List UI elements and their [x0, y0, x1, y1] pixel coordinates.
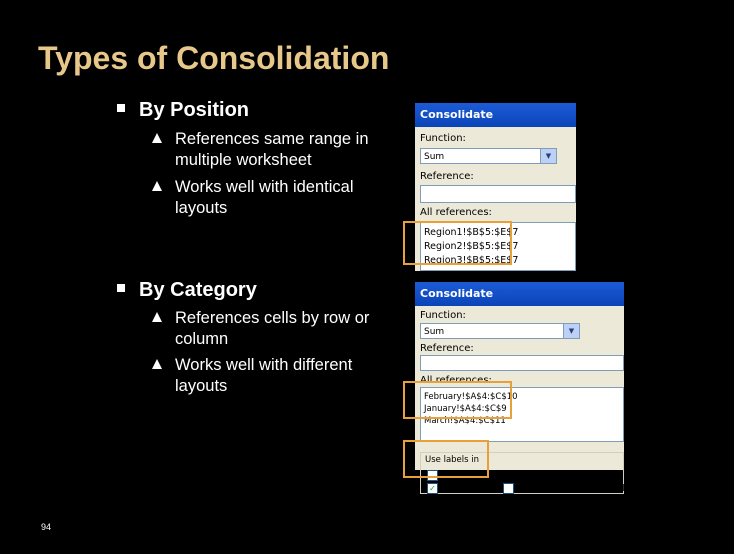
by-category-heading-text: By Category	[139, 279, 257, 301]
by-position-point-1	[175, 129, 405, 171]
dialog-title: Consolidate	[415, 103, 576, 127]
dialog-title: Consolidate	[415, 282, 624, 306]
create-links-label: Create links to source data	[518, 484, 640, 494]
left-column-checkbox[interactable]: ✓	[427, 483, 438, 494]
by-position-heading	[117, 99, 249, 122]
triangle-bullet-icon	[152, 133, 162, 143]
all-references-label: All references:	[420, 375, 492, 386]
reference-item[interactable]: Region2!$B$5:$E$7	[424, 241, 519, 252]
function-value: Sum	[424, 327, 445, 337]
function-select[interactable]	[420, 323, 580, 339]
reference-item[interactable]: January!$A$4:$C$9	[424, 404, 507, 414]
by-position-point-2	[175, 177, 405, 219]
triangle-bullet-icon	[152, 359, 162, 369]
page-number: 94	[41, 522, 52, 532]
chevron-down-icon[interactable]: ▼	[563, 324, 579, 338]
triangle-bullet-icon	[152, 312, 162, 322]
by-position-point-2-text: Works well with identical layouts	[175, 178, 354, 217]
square-bullet-icon	[117, 104, 125, 112]
reference-label: Reference:	[420, 171, 474, 182]
square-bullet-icon	[117, 284, 125, 292]
use-labels-label: Use labels in	[425, 455, 480, 465]
references-highlight	[403, 381, 512, 419]
all-references-label: All references:	[420, 207, 492, 218]
by-category-point-2-text: Works well with different layouts	[175, 356, 353, 395]
function-select[interactable]	[420, 148, 557, 164]
left-column-option[interactable]	[427, 483, 495, 494]
references-highlight	[403, 221, 512, 265]
function-label: Function:	[420, 310, 466, 321]
reference-label: Reference:	[420, 343, 474, 354]
reference-input[interactable]	[420, 185, 576, 203]
function-value: Sum	[424, 152, 445, 162]
by-category-point-1-text: References cells by row or column	[175, 309, 370, 348]
reference-item[interactable]: Region3!$B$5:$E$7	[424, 255, 519, 266]
function-label: Function:	[420, 133, 466, 144]
by-position-point-1-text: References same range in multiple worksheet	[175, 130, 369, 169]
reference-item[interactable]: Region1!$B$5:$E$7	[424, 227, 519, 238]
by-position-heading-text: By Position	[139, 99, 250, 121]
top-row-label: Top row	[442, 471, 477, 481]
triangle-bullet-icon	[152, 181, 162, 191]
by-category-point-2	[175, 355, 405, 397]
reference-item[interactable]: February!$A$4:$C$10	[424, 392, 518, 402]
reference-item[interactable]: March!$A$4:$C$11	[424, 416, 506, 426]
by-category-heading	[117, 279, 257, 302]
chevron-down-icon[interactable]: ▼	[540, 149, 556, 163]
create-links-checkbox[interactable]	[503, 483, 514, 494]
slide-title: Types of Consolidation	[38, 40, 390, 76]
left-column-highlight	[403, 440, 489, 478]
by-category-point-1	[175, 308, 405, 350]
create-links-option[interactable]	[503, 483, 639, 494]
reference-input[interactable]	[420, 355, 624, 371]
left-column-label: Left column	[442, 484, 495, 494]
